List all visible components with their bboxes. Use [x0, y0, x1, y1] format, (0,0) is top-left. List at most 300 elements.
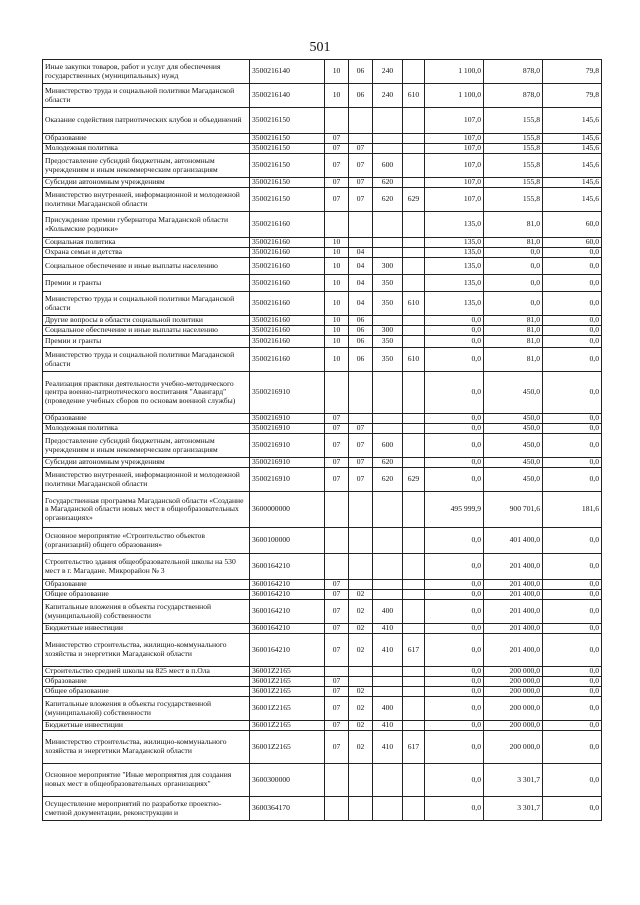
row-administrator — [403, 212, 425, 238]
row-subsection: 07 — [349, 154, 373, 178]
row-administrator — [403, 275, 425, 292]
row-name: Субсидии автономным учреждениям — [43, 458, 250, 468]
row-subsection: 07 — [349, 458, 373, 468]
row-expense-type: 410 — [373, 624, 403, 634]
row-code: 3600164210 — [250, 590, 325, 600]
row-value-3: 145,6 — [543, 134, 602, 144]
row-administrator — [403, 316, 425, 326]
row-code: 3600164210 — [250, 554, 325, 580]
row-value-2: 81,0 — [484, 348, 543, 372]
table-row — [43, 424, 602, 434]
row-administrator — [403, 178, 425, 188]
table-row — [43, 797, 602, 821]
row-subsection: 02 — [349, 687, 373, 697]
row-name: Капитальные вложения в объекты государственной (муниципальной) собственности — [43, 600, 250, 624]
row-value-2: 450,0 — [484, 458, 543, 468]
row-administrator — [403, 458, 425, 468]
row-expense-type — [373, 554, 403, 580]
row-subsection — [349, 554, 373, 580]
row-value-1: 1 100,0 — [425, 60, 484, 84]
row-value-1: 0,0 — [425, 372, 484, 414]
row-subsection: 06 — [349, 348, 373, 372]
row-administrator — [403, 258, 425, 275]
row-section: 07 — [325, 687, 349, 697]
row-value-2: 201 400,0 — [484, 580, 543, 590]
row-value-3: 0,0 — [543, 528, 602, 554]
row-expense-type — [373, 316, 403, 326]
row-value-1: 107,0 — [425, 108, 484, 134]
row-section: 10 — [325, 326, 349, 336]
row-section: 07 — [325, 434, 349, 458]
row-value-3: 0,0 — [543, 468, 602, 492]
row-value-3: 0,0 — [543, 292, 602, 316]
row-section: 10 — [325, 238, 349, 248]
row-expense-type — [373, 414, 403, 424]
row-administrator — [403, 154, 425, 178]
row-code: 3500216160 — [250, 238, 325, 248]
row-value-2: 878,0 — [484, 60, 543, 84]
row-code: 3600164210 — [250, 624, 325, 634]
row-name: Предоставление субсидий бюджетным, автономным учреждениям и иным некоммерческим организациям — [43, 154, 250, 178]
row-administrator — [403, 677, 425, 687]
row-subsection: 02 — [349, 624, 373, 634]
table-row — [43, 134, 602, 144]
row-name: Общее образование — [43, 590, 250, 600]
row-code: 3600164210 — [250, 600, 325, 624]
row-value-1: 135,0 — [425, 275, 484, 292]
row-expense-type — [373, 134, 403, 144]
row-subsection — [349, 212, 373, 238]
row-value-3: 145,6 — [543, 144, 602, 154]
row-code: 3500216910 — [250, 372, 325, 414]
row-name: Бюджетные инвестиции — [43, 624, 250, 634]
row-value-1: 135,0 — [425, 248, 484, 258]
row-code: 3500216910 — [250, 424, 325, 434]
row-value-1: 0,0 — [425, 590, 484, 600]
row-value-3: 0,0 — [543, 687, 602, 697]
row-administrator: 629 — [403, 188, 425, 212]
row-value-1: 0,0 — [425, 580, 484, 590]
table-row — [43, 677, 602, 687]
row-administrator — [403, 554, 425, 580]
row-name: Иные закупки товаров, работ и услуг для обеспечения государственных (муниципальных) нужд — [43, 60, 250, 84]
row-expense-type: 240 — [373, 60, 403, 84]
table-row — [43, 580, 602, 590]
table-row — [43, 697, 602, 721]
row-subsection: 02 — [349, 731, 373, 764]
row-value-2: 450,0 — [484, 424, 543, 434]
row-code: 3500216910 — [250, 458, 325, 468]
row-name: Основное мероприятие «Строительство объектов (организаций) общего образования» — [43, 528, 250, 554]
table-row — [43, 144, 602, 154]
row-expense-type — [373, 764, 403, 797]
row-value-1: 0,0 — [425, 336, 484, 348]
row-expense-type: 350 — [373, 275, 403, 292]
row-expense-type — [373, 580, 403, 590]
row-subsection: 07 — [349, 144, 373, 154]
row-name: Министерство строительства, жилищно-коммунального хозяйства и энергетики Магаданской области — [43, 634, 250, 667]
row-value-1: 107,0 — [425, 178, 484, 188]
row-section: 07 — [325, 134, 349, 144]
row-expense-type — [373, 144, 403, 154]
row-code: 3600100000 — [250, 528, 325, 554]
row-section: 07 — [325, 468, 349, 492]
row-name: Строительство средней школы на 825 мест в п.Ола — [43, 667, 250, 677]
row-value-3: 0,0 — [543, 554, 602, 580]
row-name: Социальная политика — [43, 238, 250, 248]
row-subsection: 02 — [349, 697, 373, 721]
table-row — [43, 721, 602, 731]
row-value-2: 81,0 — [484, 326, 543, 336]
table-row — [43, 492, 602, 528]
row-section: 07 — [325, 677, 349, 687]
row-administrator: 610 — [403, 84, 425, 108]
row-code: 36001Z2165 — [250, 667, 325, 677]
row-section: 07 — [325, 424, 349, 434]
table-row — [43, 372, 602, 414]
row-expense-type — [373, 424, 403, 434]
row-code: 36001Z2165 — [250, 677, 325, 687]
table-row — [43, 554, 602, 580]
table-row — [43, 764, 602, 797]
row-code: 3600164210 — [250, 634, 325, 667]
row-value-2: 81,0 — [484, 336, 543, 348]
row-value-3: 0,0 — [543, 731, 602, 764]
row-code: 3500216140 — [250, 60, 325, 84]
row-subsection: 06 — [349, 326, 373, 336]
row-value-2: 155,8 — [484, 188, 543, 212]
row-section: 07 — [325, 580, 349, 590]
row-administrator — [403, 336, 425, 348]
row-value-2: 155,8 — [484, 178, 543, 188]
table-row — [43, 528, 602, 554]
row-value-2: 155,8 — [484, 144, 543, 154]
row-value-1: 107,0 — [425, 134, 484, 144]
row-section: 10 — [325, 275, 349, 292]
row-expense-type: 600 — [373, 154, 403, 178]
row-value-1: 0,0 — [425, 731, 484, 764]
table-row — [43, 316, 602, 326]
table-row — [43, 414, 602, 424]
row-section: 07 — [325, 600, 349, 624]
row-code: 3500216160 — [250, 336, 325, 348]
row-value-3: 145,6 — [543, 188, 602, 212]
row-expense-type — [373, 238, 403, 248]
row-value-2: 201 400,0 — [484, 634, 543, 667]
row-name: Министерство внутренней, информационной и молодежной политики Магаданской области — [43, 468, 250, 492]
row-code: 36001Z2165 — [250, 721, 325, 731]
row-value-2: 450,0 — [484, 414, 543, 424]
table-row — [43, 178, 602, 188]
row-value-1: 135,0 — [425, 258, 484, 275]
row-value-2: 155,8 — [484, 154, 543, 178]
row-section: 10 — [325, 60, 349, 84]
row-value-3: 0,0 — [543, 590, 602, 600]
row-value-3: 0,0 — [543, 348, 602, 372]
row-subsection: 02 — [349, 634, 373, 667]
row-section — [325, 554, 349, 580]
row-code: 3600164210 — [250, 580, 325, 590]
table-row — [43, 667, 602, 677]
row-name: Капитальные вложения в объекты государственной (муниципальной) собственности — [43, 697, 250, 721]
row-name: Бюджетные инвестиции — [43, 721, 250, 731]
row-administrator — [403, 590, 425, 600]
row-section: 07 — [325, 458, 349, 468]
row-subsection — [349, 134, 373, 144]
row-value-1: 0,0 — [425, 468, 484, 492]
row-name: Образование — [43, 134, 250, 144]
row-value-3: 145,6 — [543, 178, 602, 188]
row-name: Премии и гранты — [43, 336, 250, 348]
table-row — [43, 624, 602, 634]
row-value-3: 0,0 — [543, 248, 602, 258]
row-value-3: 181,6 — [543, 492, 602, 528]
row-code: 3500216160 — [250, 248, 325, 258]
row-code: 3500216160 — [250, 212, 325, 238]
row-name: Присуждение премии губернатора Магаданской области «Колымские родники» — [43, 212, 250, 238]
row-subsection: 07 — [349, 434, 373, 458]
row-value-3: 0,0 — [543, 634, 602, 667]
row-name: Осуществление мероприятий по разработке проектно-сметной документации, реконструкции и — [43, 797, 250, 821]
row-value-2: 450,0 — [484, 434, 543, 458]
row-section: 10 — [325, 84, 349, 108]
row-value-1: 0,0 — [425, 528, 484, 554]
row-administrator — [403, 414, 425, 424]
row-code: 3500216150 — [250, 178, 325, 188]
row-value-3: 145,6 — [543, 154, 602, 178]
row-value-3: 0,0 — [543, 667, 602, 677]
row-value-2: 0,0 — [484, 258, 543, 275]
row-value-3: 79,8 — [543, 60, 602, 84]
row-value-1: 0,0 — [425, 554, 484, 580]
row-value-3: 0,0 — [543, 580, 602, 590]
table-row — [43, 600, 602, 624]
row-section: 07 — [325, 624, 349, 634]
row-subsection — [349, 492, 373, 528]
row-section: 07 — [325, 590, 349, 600]
table-row — [43, 326, 602, 336]
row-name: Образование — [43, 414, 250, 424]
table-row — [43, 634, 602, 667]
row-expense-type: 350 — [373, 292, 403, 316]
row-value-1: 0,0 — [425, 434, 484, 458]
row-expense-type: 350 — [373, 348, 403, 372]
row-name: Министерство строительства, жилищно-коммунального хозяйства и энергетики Магаданской области — [43, 731, 250, 764]
row-value-3: 0,0 — [543, 697, 602, 721]
table-row — [43, 84, 602, 108]
row-value-1: 0,0 — [425, 458, 484, 468]
row-name: Министерство труда и социальной политики Магаданской области — [43, 292, 250, 316]
row-name: Премии и гранты — [43, 275, 250, 292]
row-subsection — [349, 528, 373, 554]
row-name: Государственная программа Магаданской области «Создание в Магаданской области новых мест в общеобразовательных организациях» — [43, 492, 250, 528]
row-code: 3600364170 — [250, 797, 325, 821]
row-subsection: 07 — [349, 188, 373, 212]
row-expense-type: 300 — [373, 258, 403, 275]
row-section: 07 — [325, 188, 349, 212]
row-value-2: 3 301,7 — [484, 764, 543, 797]
row-code: 3500216910 — [250, 434, 325, 458]
row-subsection: 07 — [349, 468, 373, 492]
row-value-3: 0,0 — [543, 624, 602, 634]
row-code: 3500216910 — [250, 468, 325, 492]
table-row — [43, 154, 602, 178]
row-code: 3500216160 — [250, 326, 325, 336]
row-section: 07 — [325, 721, 349, 731]
row-expense-type — [373, 687, 403, 697]
row-expense-type: 300 — [373, 326, 403, 336]
row-administrator — [403, 600, 425, 624]
row-subsection: 04 — [349, 258, 373, 275]
row-value-3: 0,0 — [543, 326, 602, 336]
row-code: 3500216150 — [250, 188, 325, 212]
row-code: 3500216150 — [250, 108, 325, 134]
table-row — [43, 590, 602, 600]
row-value-3: 0,0 — [543, 424, 602, 434]
row-administrator — [403, 144, 425, 154]
row-expense-type: 620 — [373, 178, 403, 188]
row-name: Основное мероприятие "Иные мероприятия для создания новых мест в общеобразовательных организациях" — [43, 764, 250, 797]
row-code: 3500216140 — [250, 84, 325, 108]
row-subsection: 06 — [349, 316, 373, 326]
row-subsection: 06 — [349, 60, 373, 84]
row-code: 3600000000 — [250, 492, 325, 528]
row-section: 10 — [325, 348, 349, 372]
row-value-3: 0,0 — [543, 372, 602, 414]
row-name: Реализация практики деятельности учебно-методического центра военно-патриотического воспитания "Авангард" (проведение учебных сборов по основам военной службы) — [43, 372, 250, 414]
row-administrator — [403, 238, 425, 248]
row-subsection: 04 — [349, 275, 373, 292]
row-code: 3500216160 — [250, 258, 325, 275]
row-subsection — [349, 580, 373, 590]
row-expense-type: 410 — [373, 721, 403, 731]
row-value-3: 145,6 — [543, 108, 602, 134]
row-value-2: 200 000,0 — [484, 697, 543, 721]
row-value-1: 0,0 — [425, 667, 484, 677]
row-value-1: 0,0 — [425, 797, 484, 821]
table-row — [43, 292, 602, 316]
row-administrator — [403, 697, 425, 721]
row-value-1: 0,0 — [425, 600, 484, 624]
row-administrator — [403, 528, 425, 554]
row-value-2: 201 400,0 — [484, 600, 543, 624]
row-code: 3500216910 — [250, 414, 325, 424]
row-name: Общее образование — [43, 687, 250, 697]
table-row — [43, 336, 602, 348]
row-value-1: 0,0 — [425, 348, 484, 372]
table-row — [43, 458, 602, 468]
row-value-2: 0,0 — [484, 292, 543, 316]
row-name: Строительство здания общеобразовательной школы на 530 мест в г. Магадане. Микрорайон № 3 — [43, 554, 250, 580]
row-value-2: 81,0 — [484, 316, 543, 326]
row-value-3: 79,8 — [543, 84, 602, 108]
row-value-2: 450,0 — [484, 372, 543, 414]
row-administrator — [403, 797, 425, 821]
row-expense-type — [373, 212, 403, 238]
row-value-1: 1 100,0 — [425, 84, 484, 108]
row-expense-type — [373, 372, 403, 414]
row-subsection: 04 — [349, 248, 373, 258]
row-value-2: 200 000,0 — [484, 687, 543, 697]
row-value-2: 878,0 — [484, 84, 543, 108]
row-expense-type — [373, 677, 403, 687]
row-subsection: 06 — [349, 84, 373, 108]
row-subsection: 02 — [349, 600, 373, 624]
table-row — [43, 468, 602, 492]
row-section — [325, 108, 349, 134]
row-subsection — [349, 677, 373, 687]
table-row — [43, 188, 602, 212]
row-code: 3500216160 — [250, 316, 325, 326]
table-row — [43, 248, 602, 258]
row-expense-type — [373, 667, 403, 677]
row-value-1: 107,0 — [425, 144, 484, 154]
row-section: 10 — [325, 292, 349, 316]
row-subsection — [349, 238, 373, 248]
row-section: 10 — [325, 258, 349, 275]
row-section: 10 — [325, 248, 349, 258]
row-value-2: 201 400,0 — [484, 624, 543, 634]
row-section — [325, 764, 349, 797]
row-name: Охрана семьи и детства — [43, 248, 250, 258]
row-value-1: 0,0 — [425, 764, 484, 797]
row-value-2: 81,0 — [484, 238, 543, 248]
row-administrator — [403, 764, 425, 797]
row-code: 3500216160 — [250, 348, 325, 372]
row-expense-type: 400 — [373, 697, 403, 721]
row-name: Молодежная политика — [43, 144, 250, 154]
row-value-3: 0,0 — [543, 677, 602, 687]
row-expense-type: 240 — [373, 84, 403, 108]
table-row — [43, 348, 602, 372]
row-section: 07 — [325, 697, 349, 721]
row-value-1: 0,0 — [425, 634, 484, 667]
row-administrator: 617 — [403, 731, 425, 764]
row-value-3: 0,0 — [543, 600, 602, 624]
row-value-2: 0,0 — [484, 248, 543, 258]
row-name: Министерство труда и социальной политики Магаданской области — [43, 348, 250, 372]
row-code: 3500216150 — [250, 154, 325, 178]
row-name: Образование — [43, 677, 250, 687]
row-value-1: 0,0 — [425, 424, 484, 434]
row-value-1: 0,0 — [425, 624, 484, 634]
row-value-1: 0,0 — [425, 721, 484, 731]
row-value-2: 200 000,0 — [484, 731, 543, 764]
row-section: 07 — [325, 178, 349, 188]
row-code: 3500216150 — [250, 144, 325, 154]
row-value-1: 0,0 — [425, 687, 484, 697]
row-value-3: 0,0 — [543, 316, 602, 326]
row-name: Социальное обеспечение и иные выплаты населению — [43, 326, 250, 336]
row-administrator — [403, 326, 425, 336]
row-subsection: 06 — [349, 336, 373, 348]
row-expense-type — [373, 492, 403, 528]
row-administrator: 610 — [403, 292, 425, 316]
row-value-3: 0,0 — [543, 764, 602, 797]
row-value-2: 0,0 — [484, 275, 543, 292]
row-section — [325, 528, 349, 554]
row-value-2: 81,0 — [484, 212, 543, 238]
row-subsection: 02 — [349, 590, 373, 600]
row-code: 3500216160 — [250, 292, 325, 316]
table-row — [43, 731, 602, 764]
row-administrator — [403, 667, 425, 677]
table-row — [43, 108, 602, 134]
row-expense-type: 620 — [373, 458, 403, 468]
row-administrator: 610 — [403, 348, 425, 372]
row-subsection — [349, 667, 373, 677]
row-value-2: 450,0 — [484, 468, 543, 492]
